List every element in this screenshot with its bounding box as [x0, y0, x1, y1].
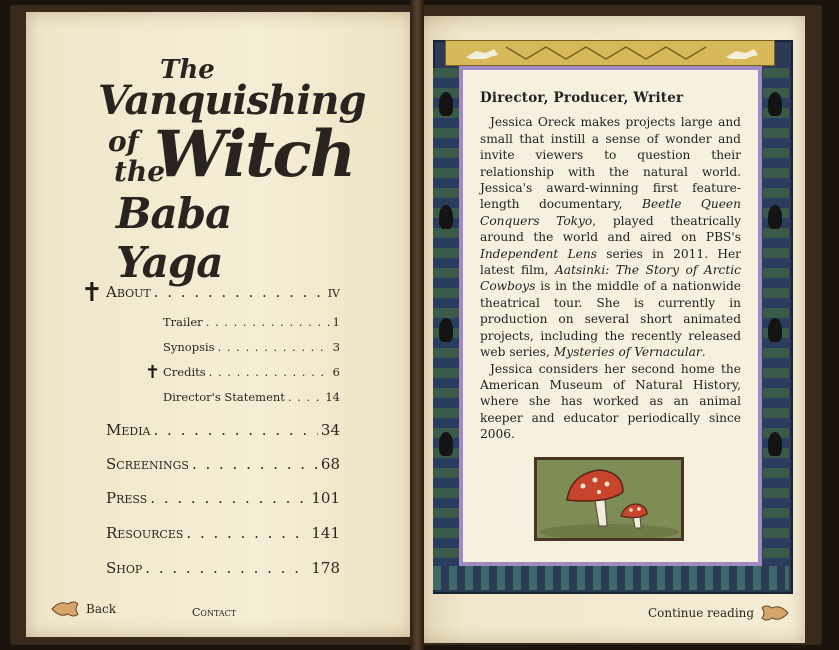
raven-icon: [768, 318, 782, 342]
toc-media[interactable]: Media . . . 34: [106, 421, 340, 439]
raven-icon: [439, 205, 453, 229]
toc-resources[interactable]: Resources . . . 141: [106, 524, 340, 542]
continue-reading-button[interactable]: Continue reading: [648, 602, 790, 624]
frame-left-border: [433, 68, 459, 566]
toc-shop[interactable]: Shop . . . 178: [106, 559, 340, 577]
frame-top-band: [445, 40, 775, 66]
leaf-right-icon: [760, 602, 790, 624]
back-button[interactable]: Back: [50, 598, 116, 620]
mushroom-illustration: [534, 457, 684, 541]
article-text: [480, 90, 741, 443]
title-the: The: [160, 55, 215, 85]
article-paragraph-1: Jessica Oreck makes projects large and small that instill a sense of wonder and invite viewers to question their relationship with the natural world. Jessica's award-winning first feature-length documentary, Beetle Queen Conquers Tokyo, played theatrically around the world and aired on PBS's Independent Lens series in 2011. Her latest film, Aatsinki: The Story of Arctic Cowboys is in the middle of a nationwide theatrical tour. She is currently in production on several short animated projects, including the recently released web series, Mysteries of Vernacular.: [480, 115, 741, 360]
raven-icon: [439, 318, 453, 342]
mushroom-icon: [537, 460, 681, 538]
title-of: of: [108, 125, 139, 158]
frame-bottom-trees: [433, 566, 789, 590]
current-section-marker-icon: ✝: [81, 278, 103, 308]
current-subsection-marker-icon: ✝: [145, 362, 161, 383]
horse-icon: [446, 41, 774, 65]
article-heading: Director, Producer, Writer: [480, 90, 684, 106]
title-logo: [98, 55, 366, 287]
article-paragraph-2: Jessica considers her second home the American Museum of Natural History, where she has worked as an animal keeper and educator periodically since 2006.: [480, 361, 741, 442]
frame-right-border: [763, 68, 789, 566]
contact-link[interactable]: Contact: [192, 606, 237, 619]
raven-icon: [768, 432, 782, 456]
title-witch: Witch: [154, 117, 355, 192]
toc-about[interactable]: About . . . iv: [106, 283, 340, 301]
raven-icon: [768, 205, 782, 229]
title-the-2: the: [114, 155, 166, 188]
raven-icon: [768, 92, 782, 116]
toc-trailer[interactable]: Trailer . . . 1: [163, 315, 340, 329]
toc-screenings[interactable]: Screenings . . . 68: [106, 455, 340, 473]
title-vanquishing: Vanquishing: [98, 77, 366, 124]
toc-press[interactable]: Press . . . 101: [106, 489, 340, 507]
leaf-left-icon: [50, 598, 80, 620]
toc-synopsis[interactable]: Synopsis . . . 3: [163, 340, 340, 354]
book-spine: [410, 0, 424, 650]
title-baba-yaga: Baba Yaga: [116, 189, 232, 287]
raven-icon: [439, 92, 453, 116]
toc-directors-statement[interactable]: Director's Statement . . . 14: [163, 390, 340, 404]
toc-credits[interactable]: Credits . . . 6: [163, 365, 340, 379]
raven-icon: [439, 432, 453, 456]
